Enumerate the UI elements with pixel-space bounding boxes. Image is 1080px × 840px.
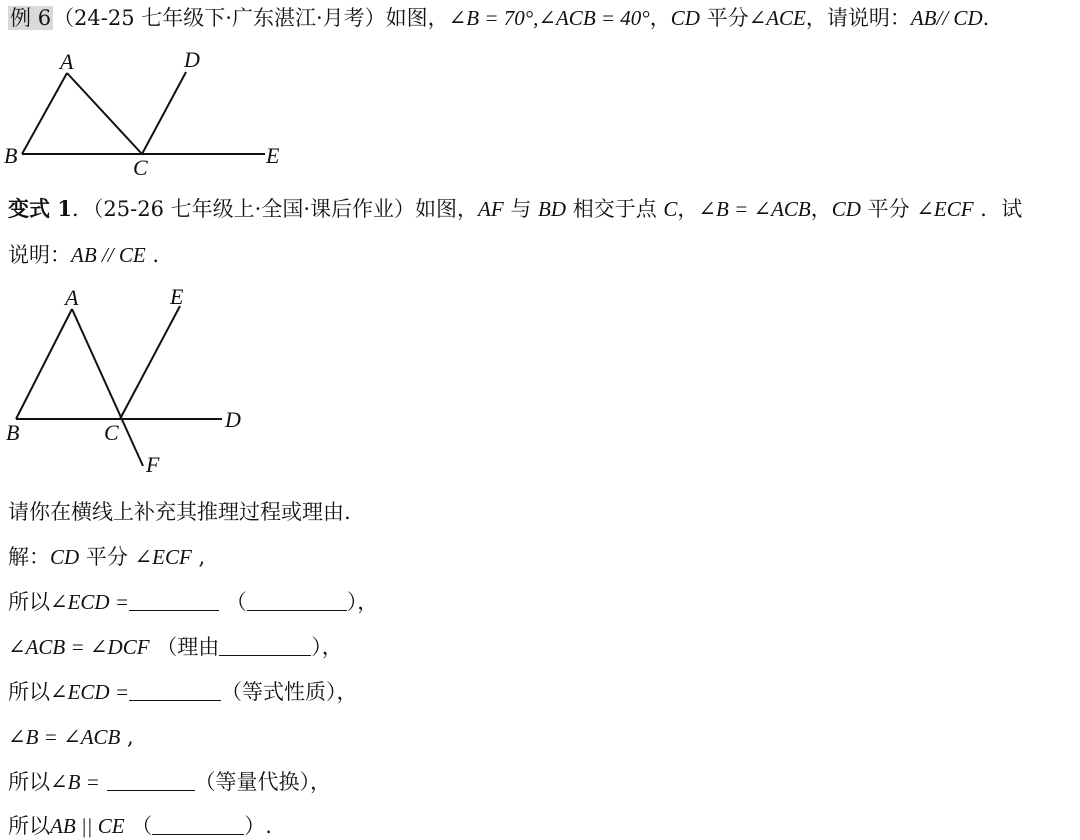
segment-ba	[22, 73, 67, 154]
segment-cd-2: CD	[831, 197, 861, 221]
proof-line-3: ∠ACB = ∠DCF （理由 ），	[8, 635, 343, 659]
variant-1-statement-line1: 变式 1．（25-26 七年级上·全国·课后作业）如图，AF 与 BD 相交于点 C，∠B = ∠ACB，CD 平分 ∠ECF ．试	[8, 196, 1023, 221]
proof-line-6: 所以∠B = （等量代换），	[8, 770, 332, 794]
reason-blank-2[interactable]	[219, 635, 311, 656]
example-label: 例 6	[10, 6, 52, 30]
reason-blank-3[interactable]	[152, 814, 244, 835]
segment-ac	[67, 73, 142, 154]
example-given-angles: ∠B = 70°,∠ACB = 40°	[448, 6, 650, 30]
point-c: C	[663, 197, 678, 221]
label-c: C	[133, 155, 148, 180]
label-e-2: E	[170, 284, 184, 309]
given-angle-equality: ∠B = ∠ACB	[698, 197, 811, 221]
label-f-2: F	[146, 452, 160, 477]
proof-line-2: 所以∠ECD = （ ），	[8, 590, 379, 614]
answer-blank-2[interactable]	[129, 680, 221, 701]
segment-cd: CD	[670, 6, 700, 30]
label-a-2: A	[65, 285, 79, 310]
answer-blank-1[interactable]	[129, 590, 219, 611]
answer-blank-3[interactable]	[107, 770, 195, 791]
segment-cd	[142, 72, 186, 154]
example-6-statement: 例 6（24-25 七年级下·广东湛江·月考）如图，∠B = 70°,∠ACB = 40°，CD 平分∠ACE，请说明：AB// CD.	[10, 6, 990, 30]
example-source: （24-25 七年级下·广东湛江·月考）如图，	[53, 6, 449, 30]
segment-ba-2	[16, 309, 72, 419]
example-conclusion: AB// CD	[910, 6, 983, 30]
variant-label: 变式 1	[8, 196, 72, 221]
label-e: E	[266, 143, 280, 168]
label-a: A	[60, 49, 74, 74]
variant-1-statement-line2: 说明：AB // CE .	[8, 243, 160, 267]
segment-af: AF	[478, 197, 504, 221]
figure-2-diagram	[0, 280, 260, 485]
label-d: D	[184, 47, 200, 72]
variant-conclusion: AB // CE	[71, 243, 146, 267]
angle-ace: ∠ACE	[748, 6, 806, 30]
proof-instruction: 请你在横线上补充其推理过程或理由.	[8, 500, 351, 524]
label-d-2: D	[225, 407, 241, 432]
figure-1-diagram	[0, 45, 300, 180]
proof-line-5: ∠B = ∠ACB ,	[8, 725, 134, 749]
reason-blank-1[interactable]	[247, 590, 347, 611]
label-b: B	[4, 143, 18, 168]
segment-ce	[120, 306, 180, 419]
proof-line-4: 所以∠ECD = （等式性质），	[8, 680, 358, 704]
angle-ecf: ∠ECF	[916, 197, 974, 221]
proof-line-1: 解：CD 平分 ∠ECF ,	[8, 545, 206, 569]
label-b-2: B	[6, 420, 20, 445]
label-c-2: C	[104, 420, 119, 445]
proof-line-7: 所以AB || CE （ ）.	[8, 814, 272, 838]
segment-bd: BD	[538, 197, 567, 221]
